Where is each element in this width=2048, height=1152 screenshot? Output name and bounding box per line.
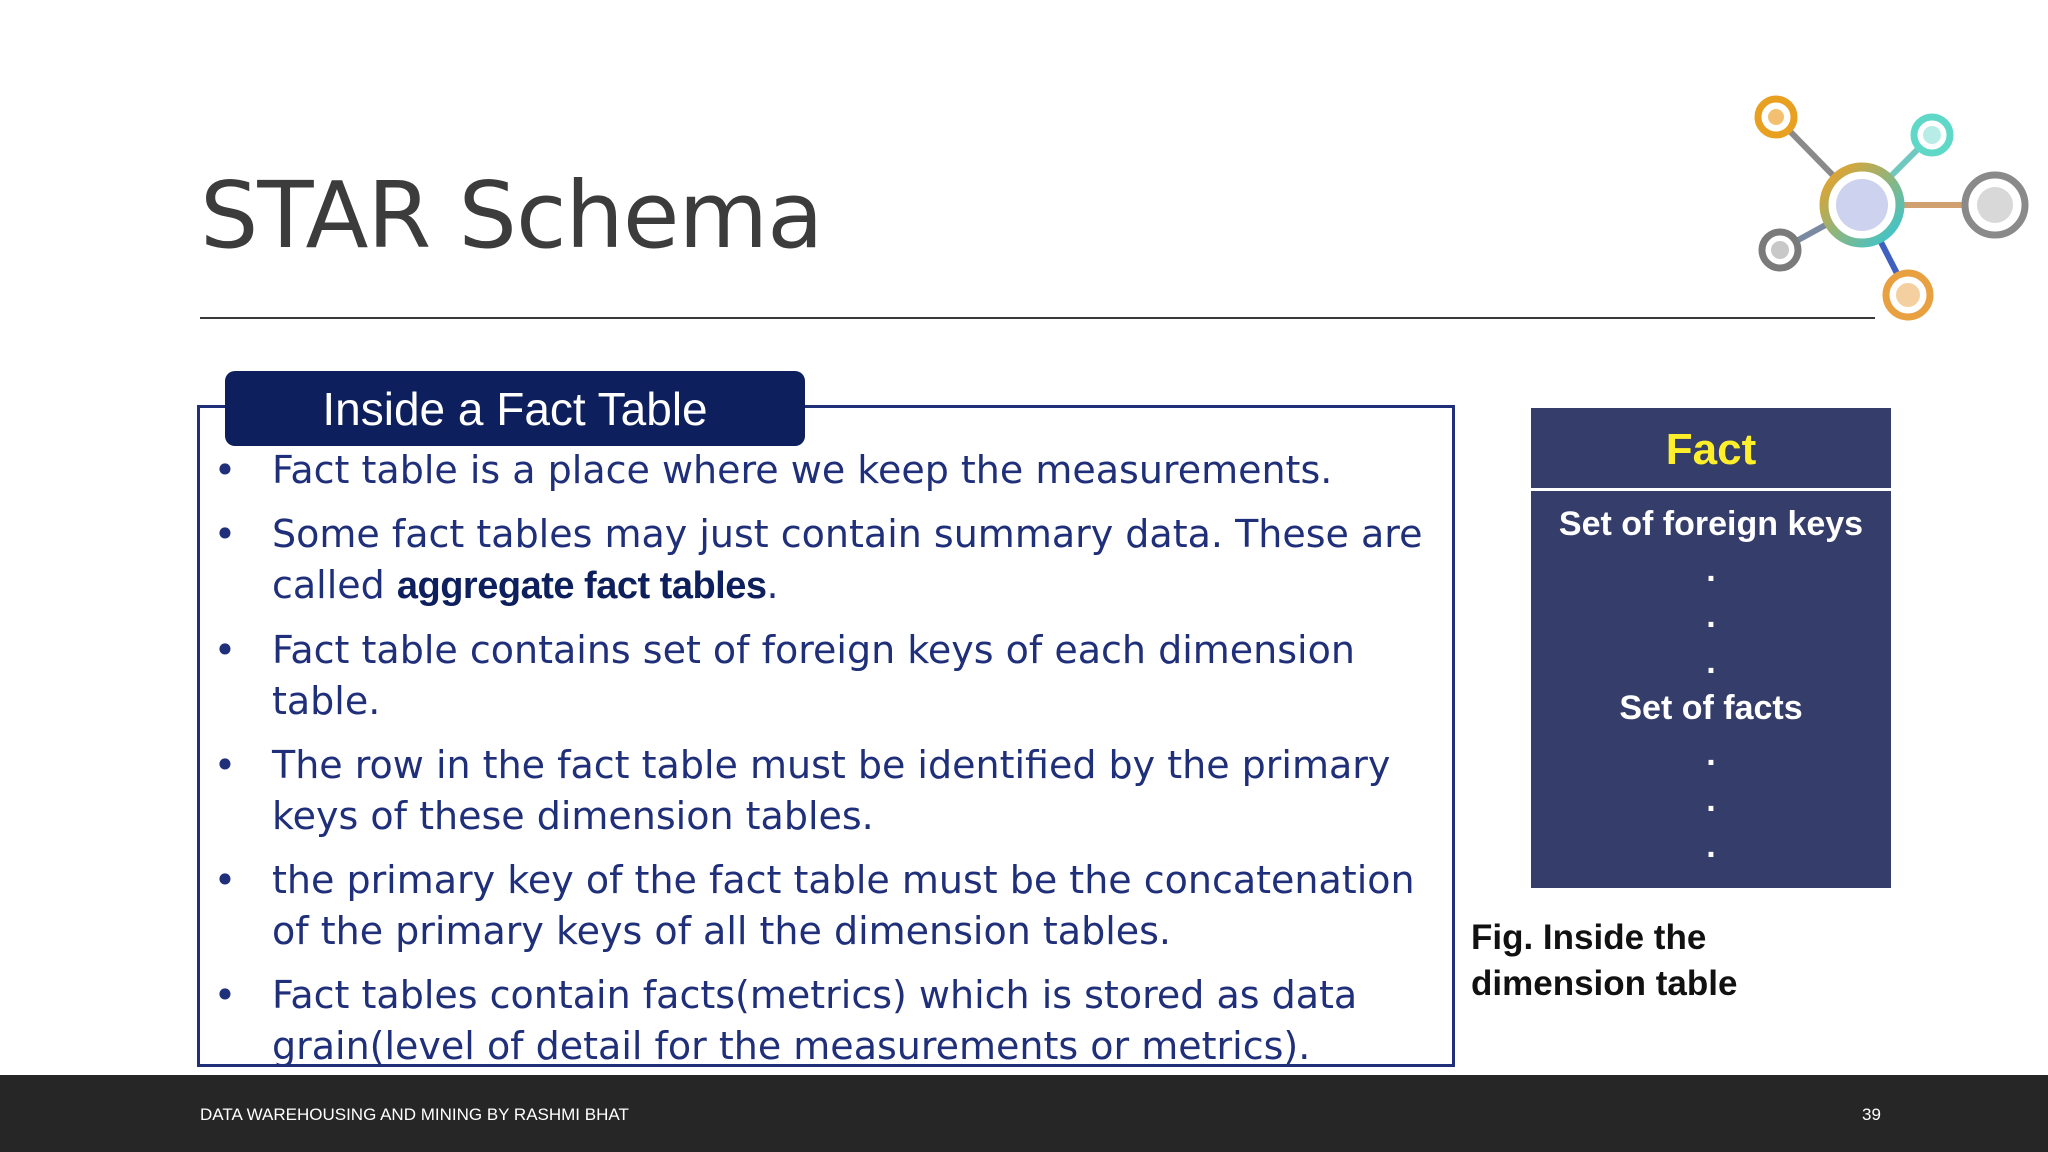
fact-figure <box>1531 408 1891 888</box>
ellipsis-dot: . <box>1706 597 1716 635</box>
ellipsis-dot: . <box>1706 827 1716 865</box>
bullet-item <box>210 625 1440 727</box>
bullet-item <box>210 970 1440 1072</box>
bullet-text: Fact table contains set of foreign keys of each dimension table. <box>272 628 1355 723</box>
figure-caption: Fig. Inside the dimension table <box>1471 918 1738 1003</box>
fact-body <box>1531 501 1891 869</box>
ellipsis-dot: . <box>1706 735 1716 773</box>
bullet-item <box>210 855 1440 957</box>
bullet-dot: • <box>213 512 237 556</box>
title-divider <box>200 317 1875 319</box>
bullet-item <box>210 445 1440 496</box>
slide-title: STAR Schema <box>200 162 823 269</box>
bullet-dot: • <box>213 858 237 902</box>
foreign-keys-label: Set of foreign keys <box>1558 505 1864 543</box>
bullet-text: Fact tables contain facts(metrics) which is stored as data grain(level of detail for the measurements or metrics). <box>272 973 1358 1068</box>
ellipsis-dot: . <box>1706 551 1716 589</box>
facts-label: Set of facts <box>1619 689 1803 727</box>
bullet-text: The row in the fact table must be identified by the primary keys of these dimension tables. <box>272 743 1391 838</box>
bullet-text-end: . <box>766 563 779 607</box>
bullet-text: Some fact tables may just contain summary data. These are called <box>272 512 1423 607</box>
bullet-dot: • <box>213 628 237 672</box>
network-icon <box>1740 85 2040 335</box>
bullet-dot: • <box>213 448 237 492</box>
ellipsis-dot: . <box>1706 643 1716 681</box>
bullet-dot: • <box>213 973 237 1017</box>
bullet-list <box>210 445 1440 1085</box>
ellipsis-dot: . <box>1706 781 1716 819</box>
bullet-item <box>210 740 1440 842</box>
footer-text: DATA WAREHOUSING AND MINING BY RASHMI BHAT <box>200 1105 629 1124</box>
bullet-item <box>210 509 1440 612</box>
bullet-text: the primary key of the fact table must be the concatenation of the primary keys of all the dimension tables. <box>272 858 1415 953</box>
bullet-dot: • <box>213 743 237 787</box>
bullet-bold-text: aggregate fact tables <box>396 565 767 607</box>
bullet-text: Fact table is a place where we keep the measurements. <box>272 448 1333 492</box>
page-number: 39 <box>1862 1105 1881 1124</box>
fact-header: Fact <box>1531 408 1891 491</box>
box-title: Inside a Fact Table <box>225 371 805 446</box>
